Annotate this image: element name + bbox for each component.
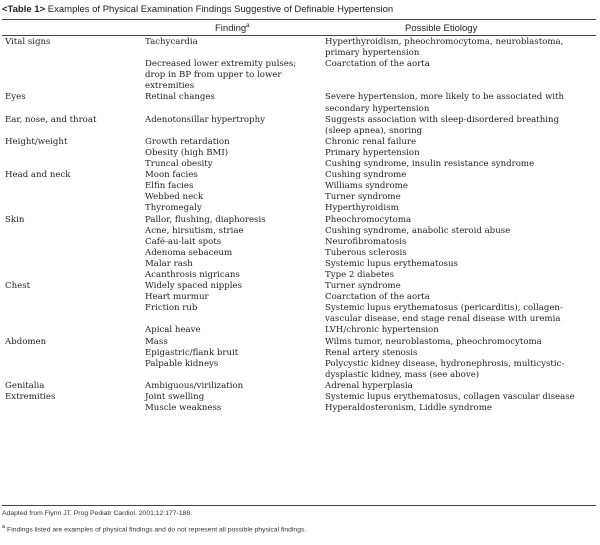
finding-line: extremities (145, 81, 195, 92)
finding-line: Moon facies (145, 170, 198, 181)
etiology-line: Coarctation of the aorta (325, 59, 430, 70)
etiology-line: Renal artery stenosis (325, 347, 418, 358)
etiology-line: Type 2 diabetes (325, 269, 395, 280)
finding-line: Thyromegaly (145, 203, 202, 214)
etiology-line: Hyperthyroidism, pheochromocytoma, neuroblastoma, (325, 37, 564, 47)
finding-line: Apical heave (145, 325, 201, 336)
row-etiology (325, 381, 413, 392)
row-finding (145, 170, 198, 181)
etiology-line: vascular disease, end stage renal disease with uremia (325, 314, 561, 325)
row-etiology (325, 392, 575, 403)
row-finding (145, 381, 243, 392)
row-etiology (325, 170, 406, 181)
etiology-line: LVH/chronic hypertension (325, 325, 439, 336)
etiology-line: Chronic renal failure (325, 136, 417, 147)
etiology-line: Hyperaldosteronism, Liddle syndrome (325, 403, 492, 414)
table-row (0, 148, 600, 159)
row-category: Chest (5, 281, 31, 292)
finding-line: Joint swelling (145, 392, 205, 403)
row-category: Head and neck (5, 170, 71, 181)
table-row (0, 392, 600, 403)
row-etiology (325, 37, 563, 59)
row-etiology (325, 337, 542, 348)
row-finding (145, 92, 215, 103)
etiology-line: Williams syndrome (325, 181, 408, 192)
row-etiology (325, 215, 411, 226)
row-finding (145, 359, 218, 370)
row-category: Eyes (5, 92, 26, 103)
table-row (0, 181, 600, 192)
row-etiology (325, 137, 416, 148)
row-category: Abdomen (5, 336, 47, 347)
row-etiology (325, 226, 510, 237)
table-row (0, 159, 600, 170)
row-etiology (325, 259, 458, 270)
table-row (0, 92, 600, 114)
table-row (0, 281, 600, 292)
etiology-line: Turner syndrome (325, 192, 401, 203)
row-finding (145, 159, 213, 170)
table-row (0, 292, 600, 303)
etiology-line: Systemic lupus erythematosus (pericarditis), collagen- (325, 303, 563, 314)
etiology-line: Systemic lupus erythematosus (325, 258, 458, 269)
finding-line: Growth retardation (145, 136, 230, 147)
etiology-line: Hyperthyroidism (325, 203, 399, 214)
row-finding (145, 148, 228, 159)
row-finding (145, 292, 209, 303)
row-category: Height/weight (5, 136, 68, 147)
table-row (0, 348, 600, 359)
table-row (0, 359, 600, 381)
finding-line: Palpable kidneys (145, 358, 219, 369)
finding-line: Adenotonsillar hypertrophy (145, 114, 265, 125)
column-header-finding: Finding$^a$ (215, 23, 250, 35)
row-finding (145, 115, 265, 126)
finding-line: Ambiguous/virilization (145, 380, 244, 391)
table-tag: <Table 1> (2, 4, 46, 15)
finding-line: Café-au-lait spots (145, 236, 222, 247)
row-category: Extremities (5, 392, 56, 403)
row-etiology (325, 59, 430, 70)
row-finding (145, 259, 193, 270)
table-row (0, 137, 600, 148)
finding-line: Decreased lower extremity pulses; (145, 59, 297, 70)
row-category: Genitalia (5, 380, 45, 391)
etiology-line: primary hypertension (325, 48, 420, 59)
finding-line: Tachycardia (145, 37, 198, 47)
finding-line: Adenoma sebaceum (145, 247, 233, 258)
finding-line: Pallor, flushing, diaphoresis (145, 214, 266, 225)
row-etiology (325, 115, 559, 137)
etiology-line: Systemic lupus erythematosus, collagen vascular disease (325, 392, 575, 403)
table-row (0, 403, 600, 414)
finding-line: Webbed neck (145, 192, 204, 203)
etiology-line: Tuberous sclerosis (325, 247, 407, 258)
finding-line: Friction rub (145, 303, 198, 314)
etiology-line: Turner syndrome (325, 281, 401, 292)
row-finding (145, 203, 202, 214)
row-etiology (325, 203, 399, 214)
table-row (0, 37, 600, 59)
table-row (0, 325, 600, 336)
row-etiology (325, 159, 534, 170)
finding-line: Acanthrosis nigricans (145, 269, 240, 280)
row-finding (145, 237, 221, 248)
row-etiology (325, 248, 407, 259)
row-category: Ear, nose, and throat (5, 114, 97, 125)
table-row (0, 337, 600, 348)
row-finding (145, 392, 204, 403)
table-row (0, 248, 600, 259)
row-etiology (325, 237, 406, 248)
row-etiology (325, 359, 564, 381)
table-title: Examples of Physical Examination Findings Suggestive of Definable Hypertension (47, 4, 394, 15)
table-row (0, 237, 600, 248)
etiology-line: secondary hypertension (325, 103, 430, 114)
row-finding (145, 403, 221, 414)
row-finding (145, 348, 238, 359)
finding-line: Retinal changes (145, 92, 215, 103)
finding-line: Obesity (high BMI) (145, 147, 229, 158)
table-row (0, 303, 600, 325)
row-finding (145, 137, 230, 148)
finding-line: drop in BP from upper to lower (145, 70, 282, 81)
row-etiology (325, 292, 430, 303)
finding-line: Truncal obesity (145, 159, 213, 170)
footnote-mark: a (2, 524, 6, 530)
row-finding (145, 181, 193, 192)
source-note: Adapted from Flynn JT. Prog Pediatr Cardiol. 2001;12:177-188. (2, 510, 193, 517)
table-row (0, 203, 600, 214)
row-etiology (325, 281, 401, 292)
finding-line: Widely spaced nipples (145, 281, 243, 292)
etiology-line: Adrenal hyperplasia (325, 380, 413, 391)
row-finding (145, 226, 244, 237)
etiology-line: Wilms tumor, neuroblastoma, pheochromocytoma (325, 336, 542, 347)
table-row (0, 226, 600, 237)
row-finding (145, 325, 201, 336)
row-finding (145, 270, 240, 281)
row-finding (145, 192, 203, 203)
row-etiology (325, 148, 420, 159)
table-row (0, 59, 600, 92)
finding-line: Epigastric/flank bruit (145, 347, 239, 358)
row-etiology (325, 192, 401, 203)
etiology-line: Neurofibromatosis (325, 236, 407, 247)
column-header-etiology: Possible Etiology (405, 23, 478, 34)
finding-line: Acne, hirsutism, striae (145, 225, 244, 236)
row-finding (145, 248, 232, 259)
bottom-rule (2, 505, 596, 506)
top-rule (2, 19, 596, 20)
table-row (0, 170, 600, 181)
etiology-line: Primary hypertension (325, 147, 420, 158)
etiology-line: dysplastic kidney, mass (see above) (325, 369, 480, 380)
row-finding (145, 37, 198, 48)
etiology-line: Polycystic kidney disease, hydronephrosis, multicystic- (325, 358, 565, 369)
row-etiology (325, 303, 563, 325)
etiology-line: Cushing syndrome, insulin resistance syndrome (325, 159, 535, 170)
table-row (0, 270, 600, 281)
row-etiology (325, 325, 439, 336)
finding-footnote-mark: a (246, 23, 250, 29)
row-etiology (325, 403, 492, 414)
row-finding (145, 281, 242, 292)
row-etiology (325, 270, 394, 281)
etiology-line: Severe hypertension, more likely to be associated with (325, 92, 565, 103)
table-row (0, 215, 600, 226)
finding-line: Malar rash (145, 258, 193, 269)
finding-line: Elfin facies (145, 181, 194, 192)
table-row (0, 192, 600, 203)
row-finding (145, 59, 296, 92)
row-etiology (325, 348, 417, 359)
etiology-line: Coarctation of the aorta (325, 292, 430, 303)
table-body (0, 37, 600, 414)
etiology-line: Cushing syndrome, anabolic steroid abuse (325, 225, 511, 236)
etiology-line: Suggests association with sleep-disordered breathing (325, 114, 560, 125)
finding-line: Muscle weakness (145, 403, 222, 414)
finding-line: Mass (145, 336, 168, 347)
etiology-line: Cushing syndrome (325, 170, 407, 181)
table-caption (2, 4, 393, 15)
row-etiology (325, 92, 564, 114)
row-category: Skin (5, 214, 25, 225)
footnote: $^a$ Findings listed are examples of physical findings and do not represent all possible physical findings. (2, 524, 307, 534)
table-row (0, 259, 600, 270)
row-category: Vital signs (5, 37, 51, 47)
row-finding (145, 215, 266, 226)
row-finding (145, 303, 197, 314)
etiology-line: (sleep apnea), snoring (325, 125, 423, 136)
etiology-line: Pheochromocytoma (325, 214, 412, 225)
header-rule (2, 35, 596, 36)
row-finding (145, 337, 168, 348)
finding-line: Heart murmur (145, 292, 209, 303)
table-row (0, 381, 600, 392)
row-etiology (325, 181, 408, 192)
table-row (0, 115, 600, 137)
